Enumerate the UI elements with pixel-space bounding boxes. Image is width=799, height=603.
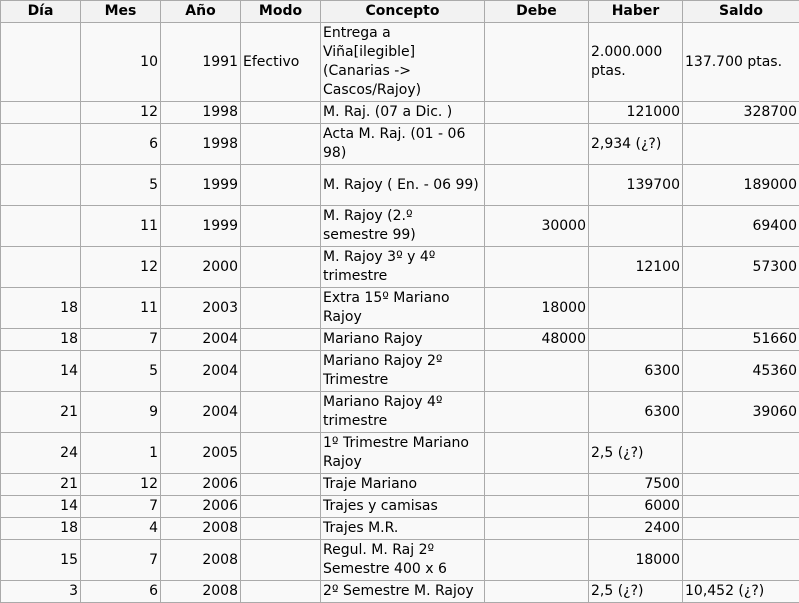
- cell-anio: 2003: [161, 288, 241, 329]
- cell-saldo: 137.700 ptas.: [683, 23, 799, 102]
- cell-modo: Efectivo: [241, 23, 321, 102]
- cell-debe: [485, 247, 589, 288]
- cell-mes: 5: [81, 351, 161, 392]
- cell-dia: 3: [1, 581, 81, 603]
- cell-haber: 12100: [589, 247, 683, 288]
- cell-modo: [241, 124, 321, 165]
- cell-debe: [485, 165, 589, 206]
- cell-modo: [241, 288, 321, 329]
- cell-debe: 30000: [485, 206, 589, 247]
- cell-concepto: Mariano Rajoy 4º trimestre: [321, 392, 485, 433]
- cell-mes: 7: [81, 329, 161, 351]
- cell-debe: 48000: [485, 329, 589, 351]
- cell-dia: 14: [1, 351, 81, 392]
- cell-modo: [241, 518, 321, 540]
- cell-modo: [241, 433, 321, 474]
- cell-saldo: 10,452 (¿?): [683, 581, 799, 603]
- cell-saldo: 39060: [683, 392, 799, 433]
- cell-dia: 21: [1, 392, 81, 433]
- cell-modo: [241, 351, 321, 392]
- cell-mes: 1: [81, 433, 161, 474]
- cell-mes: 12: [81, 102, 161, 124]
- cell-anio: 2005: [161, 433, 241, 474]
- cell-modo: [241, 392, 321, 433]
- cell-debe: [485, 581, 589, 603]
- cell-anio: 2008: [161, 540, 241, 581]
- table-row: [1, 474, 799, 496]
- cell-anio: 1998: [161, 124, 241, 165]
- cell-haber: 2,5 (¿?): [589, 433, 683, 474]
- cell-haber: 2,5 (¿?): [589, 581, 683, 603]
- table-row: [1, 351, 799, 392]
- cell-modo: [241, 102, 321, 124]
- cell-debe: [485, 433, 589, 474]
- column-header-modo: Modo: [241, 1, 321, 23]
- cell-modo: [241, 165, 321, 206]
- cell-modo: [241, 540, 321, 581]
- cell-haber: 2,934 (¿?): [589, 124, 683, 165]
- table-row: [1, 540, 799, 581]
- cell-debe: [485, 474, 589, 496]
- cell-anio: 1998: [161, 102, 241, 124]
- cell-concepto: Mariano Rajoy 2º Trimestre: [321, 351, 485, 392]
- column-header-dia: Día: [1, 1, 81, 23]
- table-row: [1, 288, 799, 329]
- cell-anio: 2006: [161, 474, 241, 496]
- cell-anio: 2004: [161, 392, 241, 433]
- cell-dia: [1, 23, 81, 102]
- cell-mes: 7: [81, 496, 161, 518]
- cell-anio: 2006: [161, 496, 241, 518]
- cell-anio: 1991: [161, 23, 241, 102]
- cell-dia: [1, 102, 81, 124]
- table-row: [1, 206, 799, 247]
- cell-anio: 2008: [161, 518, 241, 540]
- cell-saldo: 189000: [683, 165, 799, 206]
- cell-dia: 21: [1, 474, 81, 496]
- cell-haber: 139700: [589, 165, 683, 206]
- table-row: [1, 581, 799, 603]
- cell-modo: [241, 581, 321, 603]
- table-row: [1, 518, 799, 540]
- cell-saldo: [683, 540, 799, 581]
- table-header-row: [1, 1, 799, 23]
- cell-concepto: Trajes M.R.: [321, 518, 485, 540]
- cell-anio: 2004: [161, 329, 241, 351]
- cell-dia: 24: [1, 433, 81, 474]
- cell-anio: 1999: [161, 165, 241, 206]
- cell-anio: 2008: [161, 581, 241, 603]
- cell-saldo: [683, 518, 799, 540]
- cell-dia: [1, 206, 81, 247]
- cell-haber: 6300: [589, 392, 683, 433]
- cell-concepto: Acta M. Raj. (01 - 06 98): [321, 124, 485, 165]
- cell-haber: [589, 288, 683, 329]
- cell-haber: 18000: [589, 540, 683, 581]
- cell-dia: 15: [1, 540, 81, 581]
- cell-modo: [241, 247, 321, 288]
- cell-mes: 10: [81, 23, 161, 102]
- cell-mes: 11: [81, 206, 161, 247]
- cell-haber: 7500: [589, 474, 683, 496]
- table-row: [1, 392, 799, 433]
- cell-haber: 2.000.000 ptas.: [589, 23, 683, 102]
- cell-haber: 6300: [589, 351, 683, 392]
- cell-concepto: 2º Semestre M. Rajoy: [321, 581, 485, 603]
- cell-haber: 6000: [589, 496, 683, 518]
- cell-concepto: Regul. M. Raj 2º Semestre 400 x 6: [321, 540, 485, 581]
- table-row: [1, 165, 799, 206]
- cell-anio: 1999: [161, 206, 241, 247]
- cell-mes: 11: [81, 288, 161, 329]
- cell-debe: [485, 124, 589, 165]
- cell-debe: [485, 496, 589, 518]
- cell-concepto: M. Rajoy ( En. - 06 99): [321, 165, 485, 206]
- cell-mes: 6: [81, 124, 161, 165]
- column-header-concepto: Concepto: [321, 1, 485, 23]
- table-row: [1, 247, 799, 288]
- cell-saldo: 45360: [683, 351, 799, 392]
- cell-debe: [485, 392, 589, 433]
- cell-anio: 2000: [161, 247, 241, 288]
- cell-modo: [241, 329, 321, 351]
- cell-haber: 2400: [589, 518, 683, 540]
- cell-mes: 6: [81, 581, 161, 603]
- cell-concepto: M. Raj. (07 a Dic. ): [321, 102, 485, 124]
- cell-mes: 7: [81, 540, 161, 581]
- cell-dia: [1, 247, 81, 288]
- cell-haber: [589, 329, 683, 351]
- cell-mes: 12: [81, 474, 161, 496]
- cell-concepto: M. Rajoy 3º y 4º trimestre: [321, 247, 485, 288]
- cell-saldo: 57300: [683, 247, 799, 288]
- cell-concepto: Entrega a Viña[ilegible] (Canarias -> Cascos/Rajoy): [321, 23, 485, 102]
- cell-dia: [1, 124, 81, 165]
- cell-debe: [485, 102, 589, 124]
- cell-concepto: Extra 15º Mariano Rajoy: [321, 288, 485, 329]
- column-header-mes: Mes: [81, 1, 161, 23]
- cell-modo: [241, 496, 321, 518]
- cell-modo: [241, 474, 321, 496]
- cell-concepto: Trajes y camisas: [321, 496, 485, 518]
- cell-debe: [485, 351, 589, 392]
- table-row: [1, 329, 799, 351]
- cell-debe: [485, 518, 589, 540]
- table-row: [1, 124, 799, 165]
- cell-saldo: [683, 124, 799, 165]
- cell-concepto: Traje Mariano: [321, 474, 485, 496]
- cell-saldo: 328700: [683, 102, 799, 124]
- cell-concepto: 1º Trimestre Mariano Rajoy: [321, 433, 485, 474]
- column-header-haber: Haber: [589, 1, 683, 23]
- cell-haber: [589, 206, 683, 247]
- table-row: [1, 433, 799, 474]
- cell-modo: [241, 206, 321, 247]
- column-header-debe: Debe: [485, 1, 589, 23]
- cell-concepto: M. Rajoy (2.º semestre 99): [321, 206, 485, 247]
- cell-dia: 18: [1, 329, 81, 351]
- cell-concepto: Mariano Rajoy: [321, 329, 485, 351]
- column-header-saldo: Saldo: [683, 1, 799, 23]
- cell-saldo: [683, 496, 799, 518]
- cell-saldo: 69400: [683, 206, 799, 247]
- cell-mes: 4: [81, 518, 161, 540]
- cell-debe: [485, 23, 589, 102]
- cell-saldo: [683, 433, 799, 474]
- cell-debe: [485, 540, 589, 581]
- cell-anio: 2004: [161, 351, 241, 392]
- table-row: [1, 102, 799, 124]
- cell-haber: 121000: [589, 102, 683, 124]
- cell-debe: 18000: [485, 288, 589, 329]
- table-row: [1, 496, 799, 518]
- cell-saldo: [683, 288, 799, 329]
- cell-mes: 9: [81, 392, 161, 433]
- cell-dia: [1, 165, 81, 206]
- column-header-anio: Año: [161, 1, 241, 23]
- cell-mes: 12: [81, 247, 161, 288]
- cell-dia: 18: [1, 288, 81, 329]
- cell-saldo: [683, 474, 799, 496]
- table-row: [1, 23, 799, 102]
- cell-dia: 14: [1, 496, 81, 518]
- cell-mes: 5: [81, 165, 161, 206]
- cell-dia: 18: [1, 518, 81, 540]
- cell-saldo: 51660: [683, 329, 799, 351]
